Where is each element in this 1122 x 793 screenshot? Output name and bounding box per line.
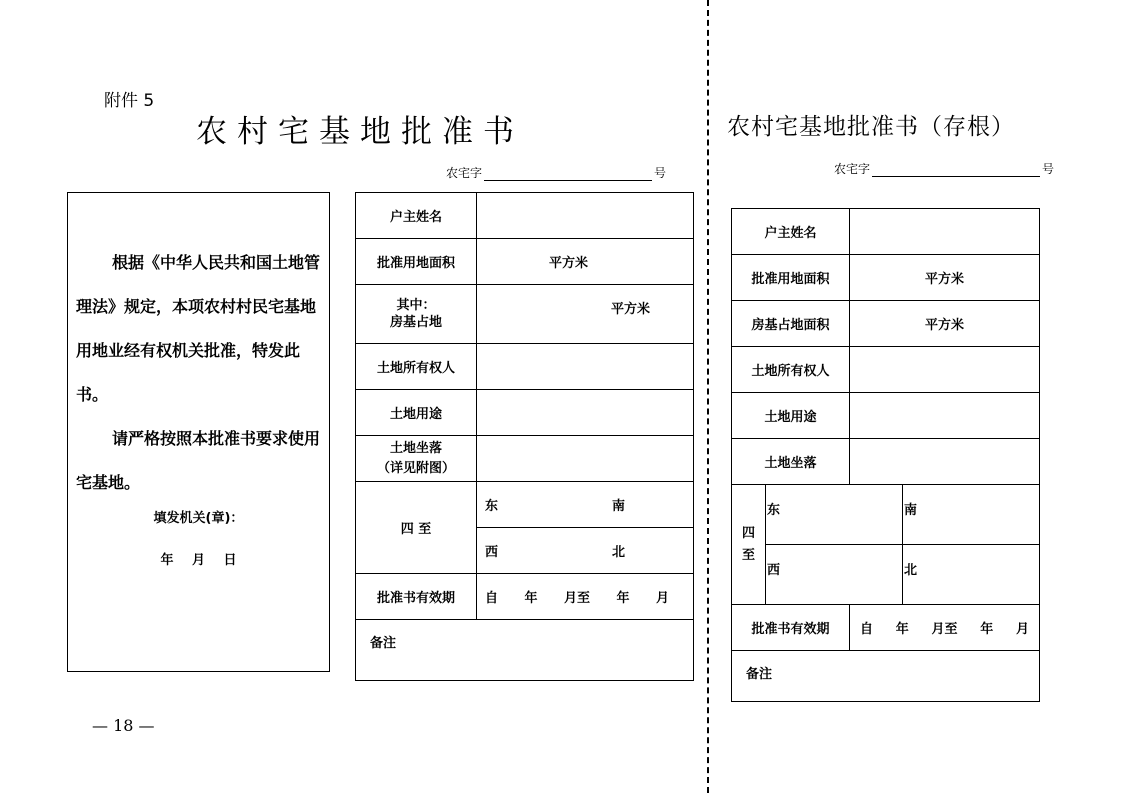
page-number: — 18 —	[92, 716, 155, 735]
east-south-field[interactable]	[477, 482, 694, 528]
see-map-note: （详见附图）	[376, 460, 455, 476]
north-label: 北	[904, 563, 918, 578]
land-use-label: 土地用途	[356, 390, 477, 436]
boundaries-char-1: 四	[741, 525, 755, 541]
boundaries-text: 四 至	[400, 522, 432, 537]
month-to-label: 月至	[931, 622, 958, 637]
owner-name-field[interactable]	[477, 193, 694, 239]
boundaries-label	[732, 485, 766, 605]
stub-approval-form	[731, 208, 1040, 702]
remarks-label: 备注	[370, 636, 397, 651]
stub-number-line	[834, 160, 1054, 177]
year-label: 年	[616, 591, 630, 606]
boundaries-char-2: 至	[741, 547, 755, 563]
owner-name-label: 户主姓名	[732, 209, 850, 255]
land-use-label: 土地用途	[732, 393, 850, 439]
west-label: 西	[485, 545, 499, 560]
house-base-area-label: 房基占地面积	[732, 301, 850, 347]
unit-label: 平方米	[549, 256, 589, 271]
east-label: 东	[767, 503, 781, 518]
boundaries-label	[356, 482, 477, 574]
main-title: 农村宅基地批准书	[196, 114, 524, 150]
house-base-area-label	[356, 285, 477, 344]
issuing-authority: 填发机关(章)：	[153, 511, 244, 526]
land-use-field[interactable]	[477, 390, 694, 436]
land-owner-label: 土地所有权人	[732, 347, 850, 393]
owner-name-label: 户主姓名	[356, 193, 477, 239]
stub-title: 农村宅基地批准书（存根）	[727, 114, 1015, 140]
remarks-field[interactable]	[356, 620, 694, 681]
year-label: 年	[895, 622, 909, 637]
remarks-label: 备注	[746, 667, 773, 682]
main-approval-form	[355, 192, 694, 681]
house-base-area-field[interactable]	[477, 285, 694, 344]
house-base-area-field[interactable]	[850, 301, 1040, 347]
land-owner-field[interactable]	[850, 347, 1040, 393]
month-to-label: 月至	[563, 591, 590, 606]
land-location-label: 土地坐落	[732, 439, 850, 485]
notice-paragraph-2: 请严格按照本批准书要求使用宅基地。	[76, 429, 321, 492]
number-blank[interactable]	[872, 164, 1040, 177]
approved-area-label: 批准用地面积	[732, 255, 850, 301]
land-location-field[interactable]	[850, 439, 1040, 485]
land-use-field[interactable]	[850, 393, 1040, 439]
number-suffix: 号	[654, 166, 667, 180]
month-label: 月	[1015, 622, 1029, 637]
east-field[interactable]	[766, 485, 903, 545]
land-owner-label: 土地所有权人	[356, 344, 477, 390]
number-suffix: 号	[1042, 162, 1055, 176]
notice-paragraph-1: 根据《中华人民共和国土地管理法》规定，本项农村村民宅基地用地业经有权机关批准，特发此书。	[76, 253, 321, 404]
south-label: 南	[611, 499, 625, 514]
of-which-label: 其中：	[396, 298, 436, 313]
validity-label: 批准书有效期	[732, 605, 850, 651]
year-label: 年	[524, 591, 538, 606]
north-field[interactable]	[903, 545, 1040, 605]
notice-box	[67, 192, 330, 672]
validity-label: 批准书有效期	[356, 574, 477, 620]
month-label: 月	[655, 591, 669, 606]
from-label: 自	[485, 591, 499, 606]
unit-label: 平方米	[611, 302, 651, 317]
unit-label: 平方米	[925, 272, 965, 287]
tear-off-line	[707, 0, 709, 793]
west-field[interactable]	[766, 545, 903, 605]
validity-field[interactable]	[477, 574, 694, 620]
unit-label: 平方米	[925, 318, 965, 333]
from-label: 自	[860, 622, 874, 637]
north-label: 北	[611, 545, 625, 560]
number-prefix: 农宅字	[834, 162, 871, 176]
year-label: 年	[980, 622, 994, 637]
land-location-label	[356, 436, 477, 482]
south-label: 南	[904, 503, 918, 518]
number-blank[interactable]	[484, 168, 652, 181]
west-north-field[interactable]	[477, 528, 694, 574]
east-label: 东	[485, 499, 499, 514]
issue-date: 年 月 日	[160, 553, 237, 568]
approved-area-field[interactable]	[477, 239, 694, 285]
south-field[interactable]	[903, 485, 1040, 545]
validity-field[interactable]	[850, 605, 1040, 651]
house-base-label: 房基占地	[389, 315, 442, 330]
land-owner-field[interactable]	[477, 344, 694, 390]
land-location-field[interactable]	[477, 436, 694, 482]
owner-name-field[interactable]	[850, 209, 1040, 255]
main-number-line	[446, 164, 666, 181]
west-label: 西	[767, 563, 781, 578]
number-prefix: 农宅字	[446, 166, 483, 180]
attachment-label: 附件 5	[104, 91, 155, 111]
approved-area-label: 批准用地面积	[356, 239, 477, 285]
approved-area-field[interactable]	[850, 255, 1040, 301]
land-location-text: 土地坐落	[389, 440, 442, 456]
remarks-field[interactable]	[732, 651, 1040, 702]
